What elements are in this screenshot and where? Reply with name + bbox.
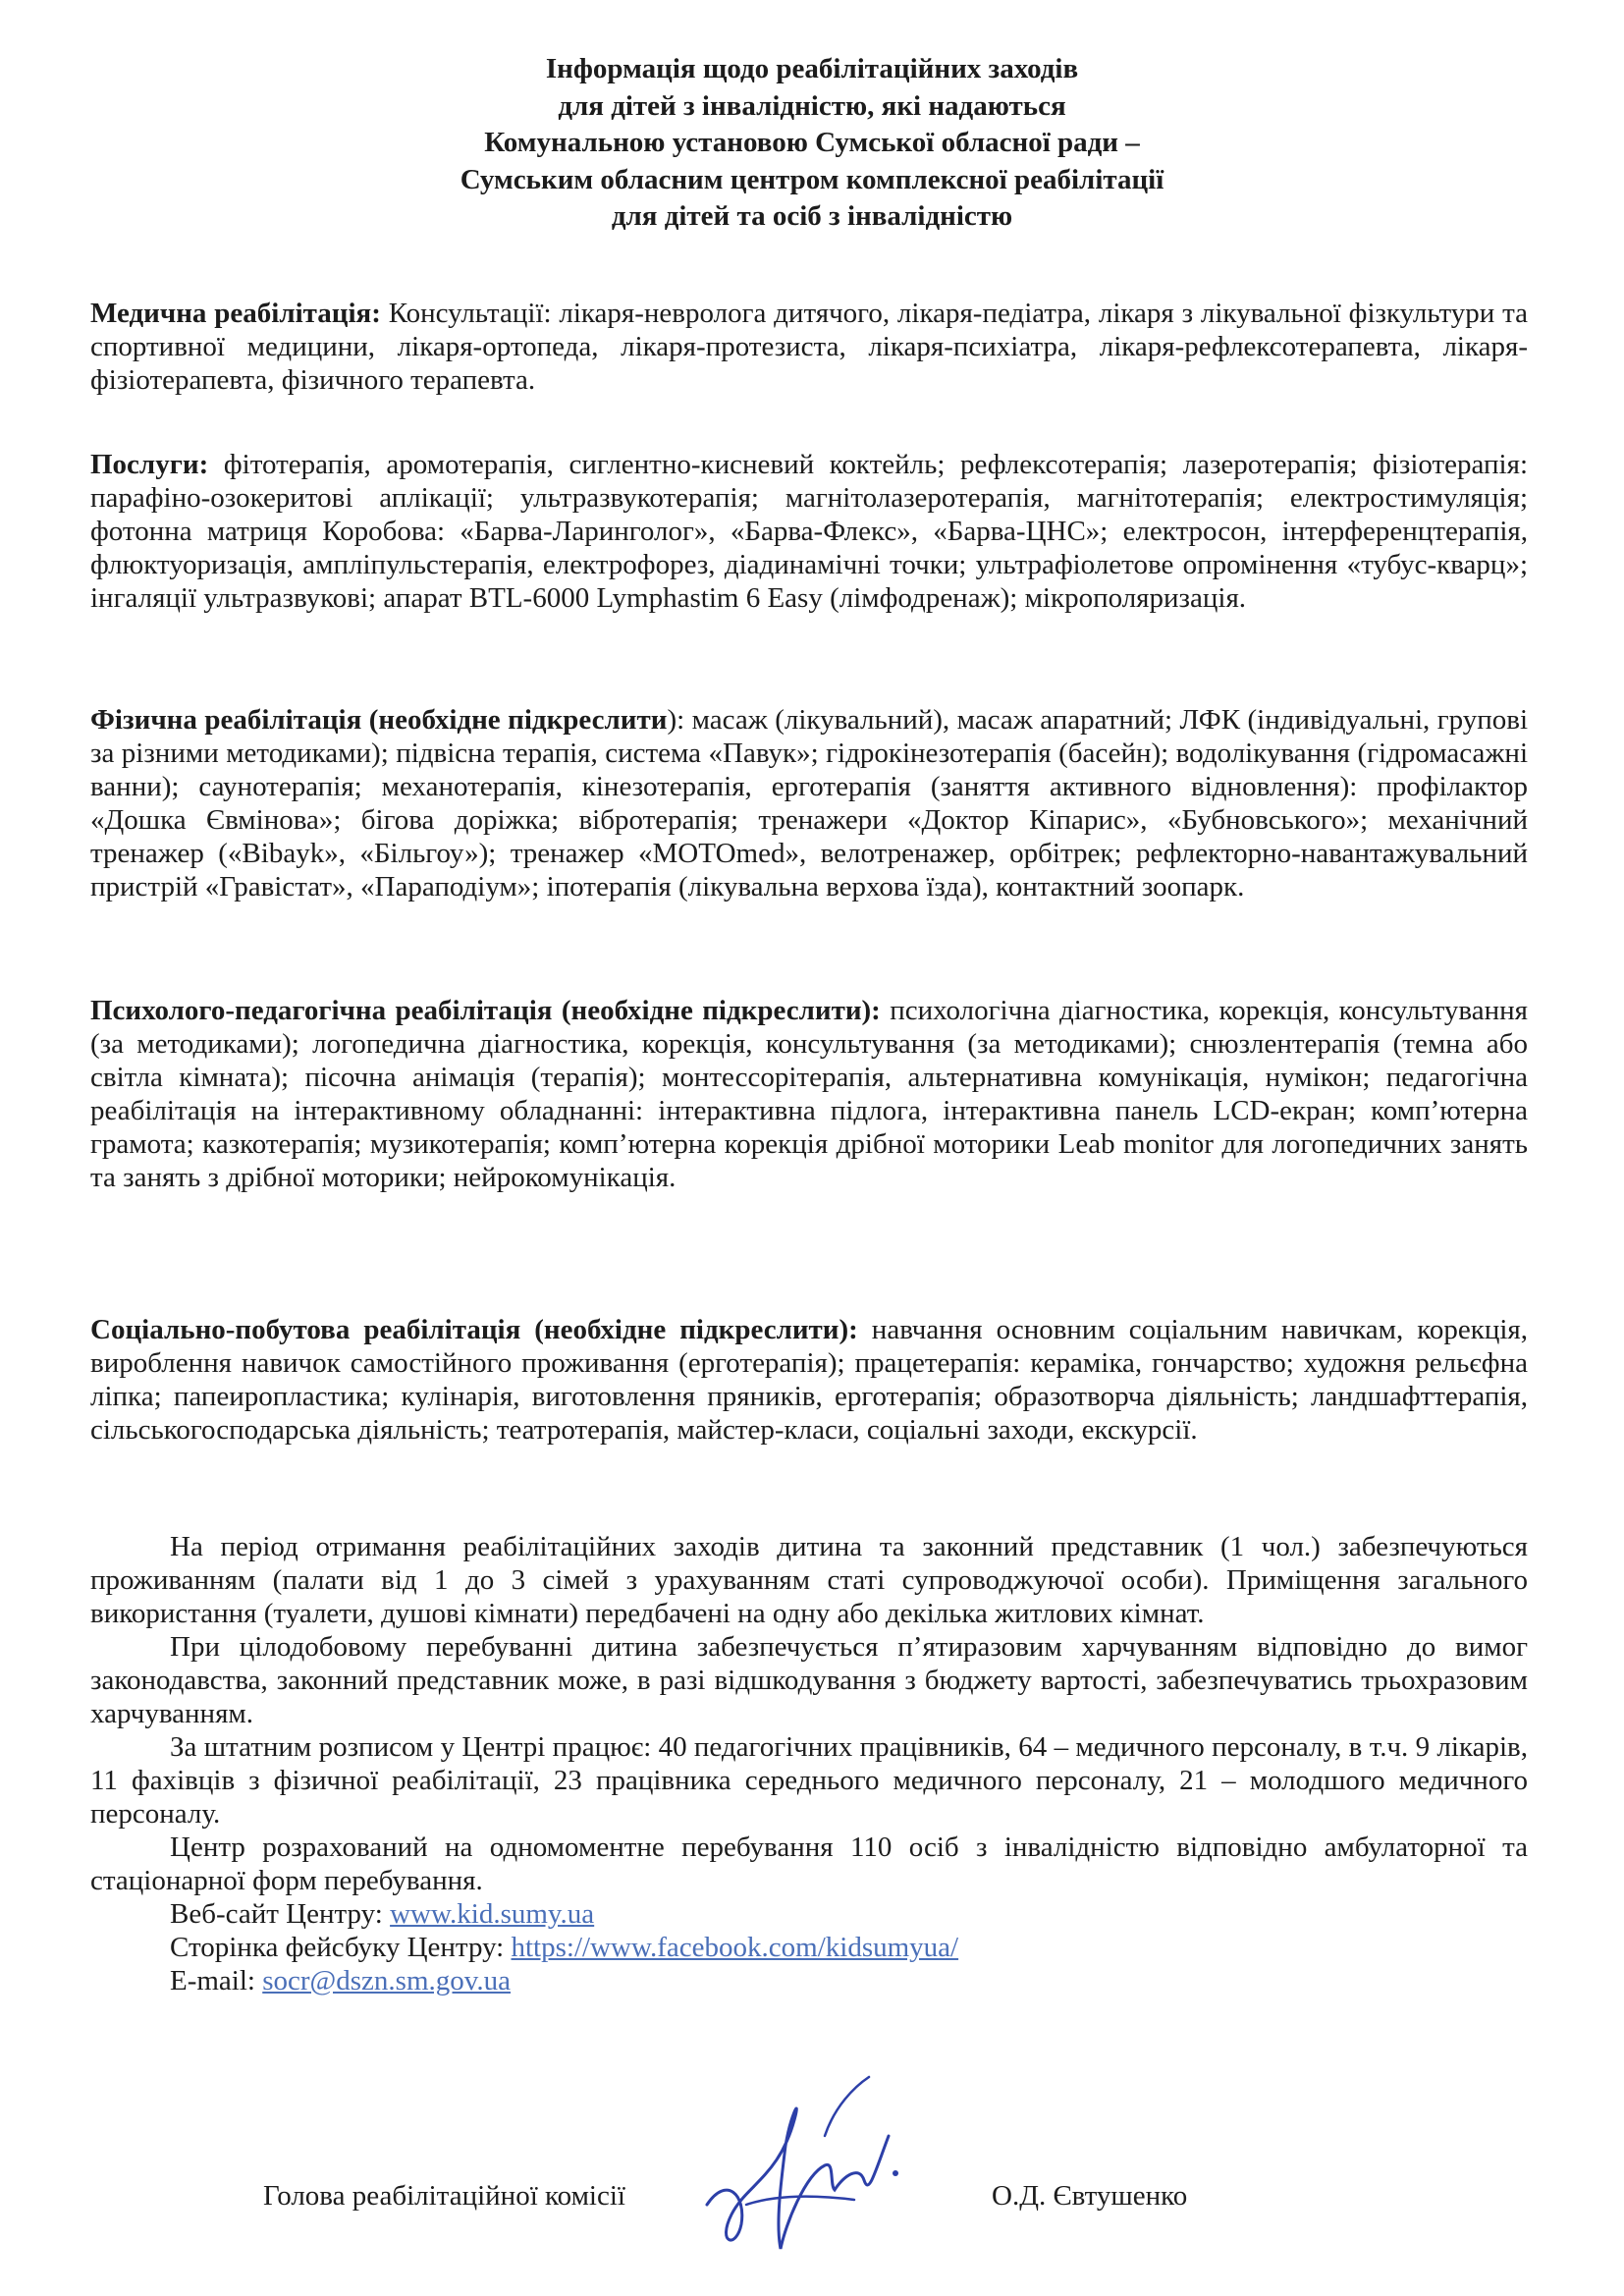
section-psych-text: психологічна діагностика, корекція, консультування (за методиками); логопедична діагностика, корекція, консультування (за методиками); снюзлентерапія (темна або світла кімната); пісочна анімація (терапія); монтессорітерапія, альтернативна комунікація, нумікон; педагогічна реабілітація на інтерактивному обладнанні: інтерактивна підлога, інтерактивна панель LCD-екран; комп’ютерна грамота; казкотерапія; музикотерапія; комп’ютерна корекція дрібної моторики Leab monitor для логопедичних занять та занять з дрібної моторики; нейрокомунікація. [90, 995, 1528, 1193]
facebook-link[interactable]: https://www.facebook.com/kidsumyua/ [511, 1932, 959, 1963]
document-title [0, 51, 1624, 236]
signatory-position: Голова реабілітаційної комісії [263, 2180, 625, 2212]
paragraph-staff: За штатним розписом у Центрі працює: 40 педагогічних працівників, 64 – медичного персоналу, в т.ч. 9 лікарів, 11 фахівців з фізичної реабілітації, 23 працівника середнього медичного персоналу, 21 – молодшого медичного персоналу. [90, 1731, 1528, 1830]
paragraph-accommodation: На період отримання реабілітаційних заходів дитина та законний представник (1 чол.) забезпечуються проживанням (палати від 1 до 3 сімей з урахуванням статі супроводжуючої особи). Приміщення загального використання (туалети, душові кімнати) передбачені на одну або декілька житлових кімнат. [90, 1531, 1528, 1629]
section-services-text: фітотерапія, аромотерапія, сиглентно-кисневий коктейль; рефлексотерапія; лазеротерапія; фізіотерапія: парафіно-озокеритові аплікації; ультразвукотерапія; магнітолазеротерапія, магнітотерапія; електростимуляція; фотонна матриця Коробова: «Барва-Ларинголог», «Барва-Флекс», «Барва-ЦНС»; електросон, інтерференцтерапія, флюктуоризація, ампліпульстерапія, електрофорез, діадинамічні точки; ультрафіолетове опромінення «тубус-кварц»; інгаляції ультразвукові; апарат BTL-6000 Lymphastim 6 Easy (лімфодренаж); мікрополяризація. [90, 449, 1528, 614]
section-medical [90, 297, 1528, 397]
website-line [90, 1897, 1528, 1931]
title-line-2: для дітей з інвалідністю, які надаються [558, 89, 1066, 122]
website-link[interactable]: www.kid.sumy.ua [390, 1898, 595, 1930]
email-line [90, 1964, 1528, 1997]
section-social-heading: Соціально-побутова реабілітація (необхідне підкреслити): [90, 1314, 858, 1345]
email-link[interactable]: socr@dszn.sm.gov.ua [262, 1965, 511, 1996]
paragraph-meals: При цілодобовому перебуванні дитина забезпечується п’ятиразовим харчуванням відповідно до вимог законодавства, законний представник може, в разі відшкодування з бюджету вартості, забезпечуватись трьохразовим харчуванням. [90, 1631, 1528, 1729]
signatory-name: О.Д. Євтушенко [992, 2180, 1188, 2212]
title-line-4: Сумським обласним центром комплексної реабілітації [460, 163, 1164, 195]
info-paragraphs [90, 1530, 1528, 1997]
section-services-heading: Послуги: [90, 449, 209, 480]
section-social [90, 1313, 1528, 1447]
section-medical-text: Консультації: лікаря-невролога дитячого, лікаря-педіатра, лікаря з лікувальної фізкультури та спортивної медицини, лікаря-ортопеда, лікаря-протезиста, лікаря-психіатра, лікаря-рефлексотерапевта, лікаря-фізіотерапевта, фізичного терапевта. [90, 298, 1528, 396]
section-social-text: навчання основним соціальним навичкам, корекція, вироблення навичок самостійного проживання (ерготерапія); працетерапія: кераміка, гончарство; художня рельєфна ліпка; папеиропластика; кулінарія, виготовлення пряників, ерготерапія; образотворча діяльність; ландшафттерапія, сільськогосподарська діяльність; театротерапія, майстер-класи, соціальні заходи, екскурсії. [90, 1314, 1528, 1446]
section-medical-heading: Медична реабілітація: [90, 298, 381, 329]
section-physical-heading: Фізична реабілітація (необхідне підкреслити [90, 704, 668, 736]
title-line-3: Комунальною установою Сумської обласної ради – [484, 127, 1140, 158]
website-label: Веб-сайт Центру: [170, 1898, 391, 1930]
title-line-1: Інформація щодо реабілітаційних заходів [545, 53, 1079, 84]
facebook-label: Сторінка фейсбуку Центру: [170, 1932, 512, 1963]
facebook-line [90, 1931, 1528, 1964]
section-physical-text: ): масаж (лікувальний), масаж апаратний; ЛФК (індивідуальні, групові за різними методиками); підвісна терапія, система «Павук»; гідрокінезотерапія (басейн); водолікування (гідромасажні ванни); саунотерапія; механотерапія, кінезотерапія, ерготерапія (заняття активного відновлення): профілактор «Дошка Євмінова»; бігова доріжка; вібротерапія; тренажери «Доктор Кіпарис», «Бубновського»; механічний тренажер («Bibayk», «Більгоу»); тренажер «МОТОmed», велотренажер, орбітрек; рефлекторно-навантажувальний пристрій «Гравістат», «Параподіум»; іпотерапія (лікувальна верхова їзда), контактний зоопарк. [90, 704, 1528, 902]
section-physical [90, 703, 1528, 903]
section-services [90, 448, 1528, 615]
email-label: E-mail: [170, 1965, 263, 1996]
section-psych-heading: Психолого-педагогічна реабілітація (необхідне підкреслити): [90, 995, 881, 1026]
title-line-5: для дітей та осіб з інвалідністю [611, 200, 1013, 232]
section-psych [90, 994, 1528, 1194]
handwritten-signature [687, 2057, 943, 2264]
paragraph-capacity: Центр розрахований на одномоментне перебування 110 осіб з інвалідністю відповідно амбулаторної та стаціонарної форм перебування. [90, 1831, 1528, 1896]
signature-row [0, 2168, 1624, 2227]
